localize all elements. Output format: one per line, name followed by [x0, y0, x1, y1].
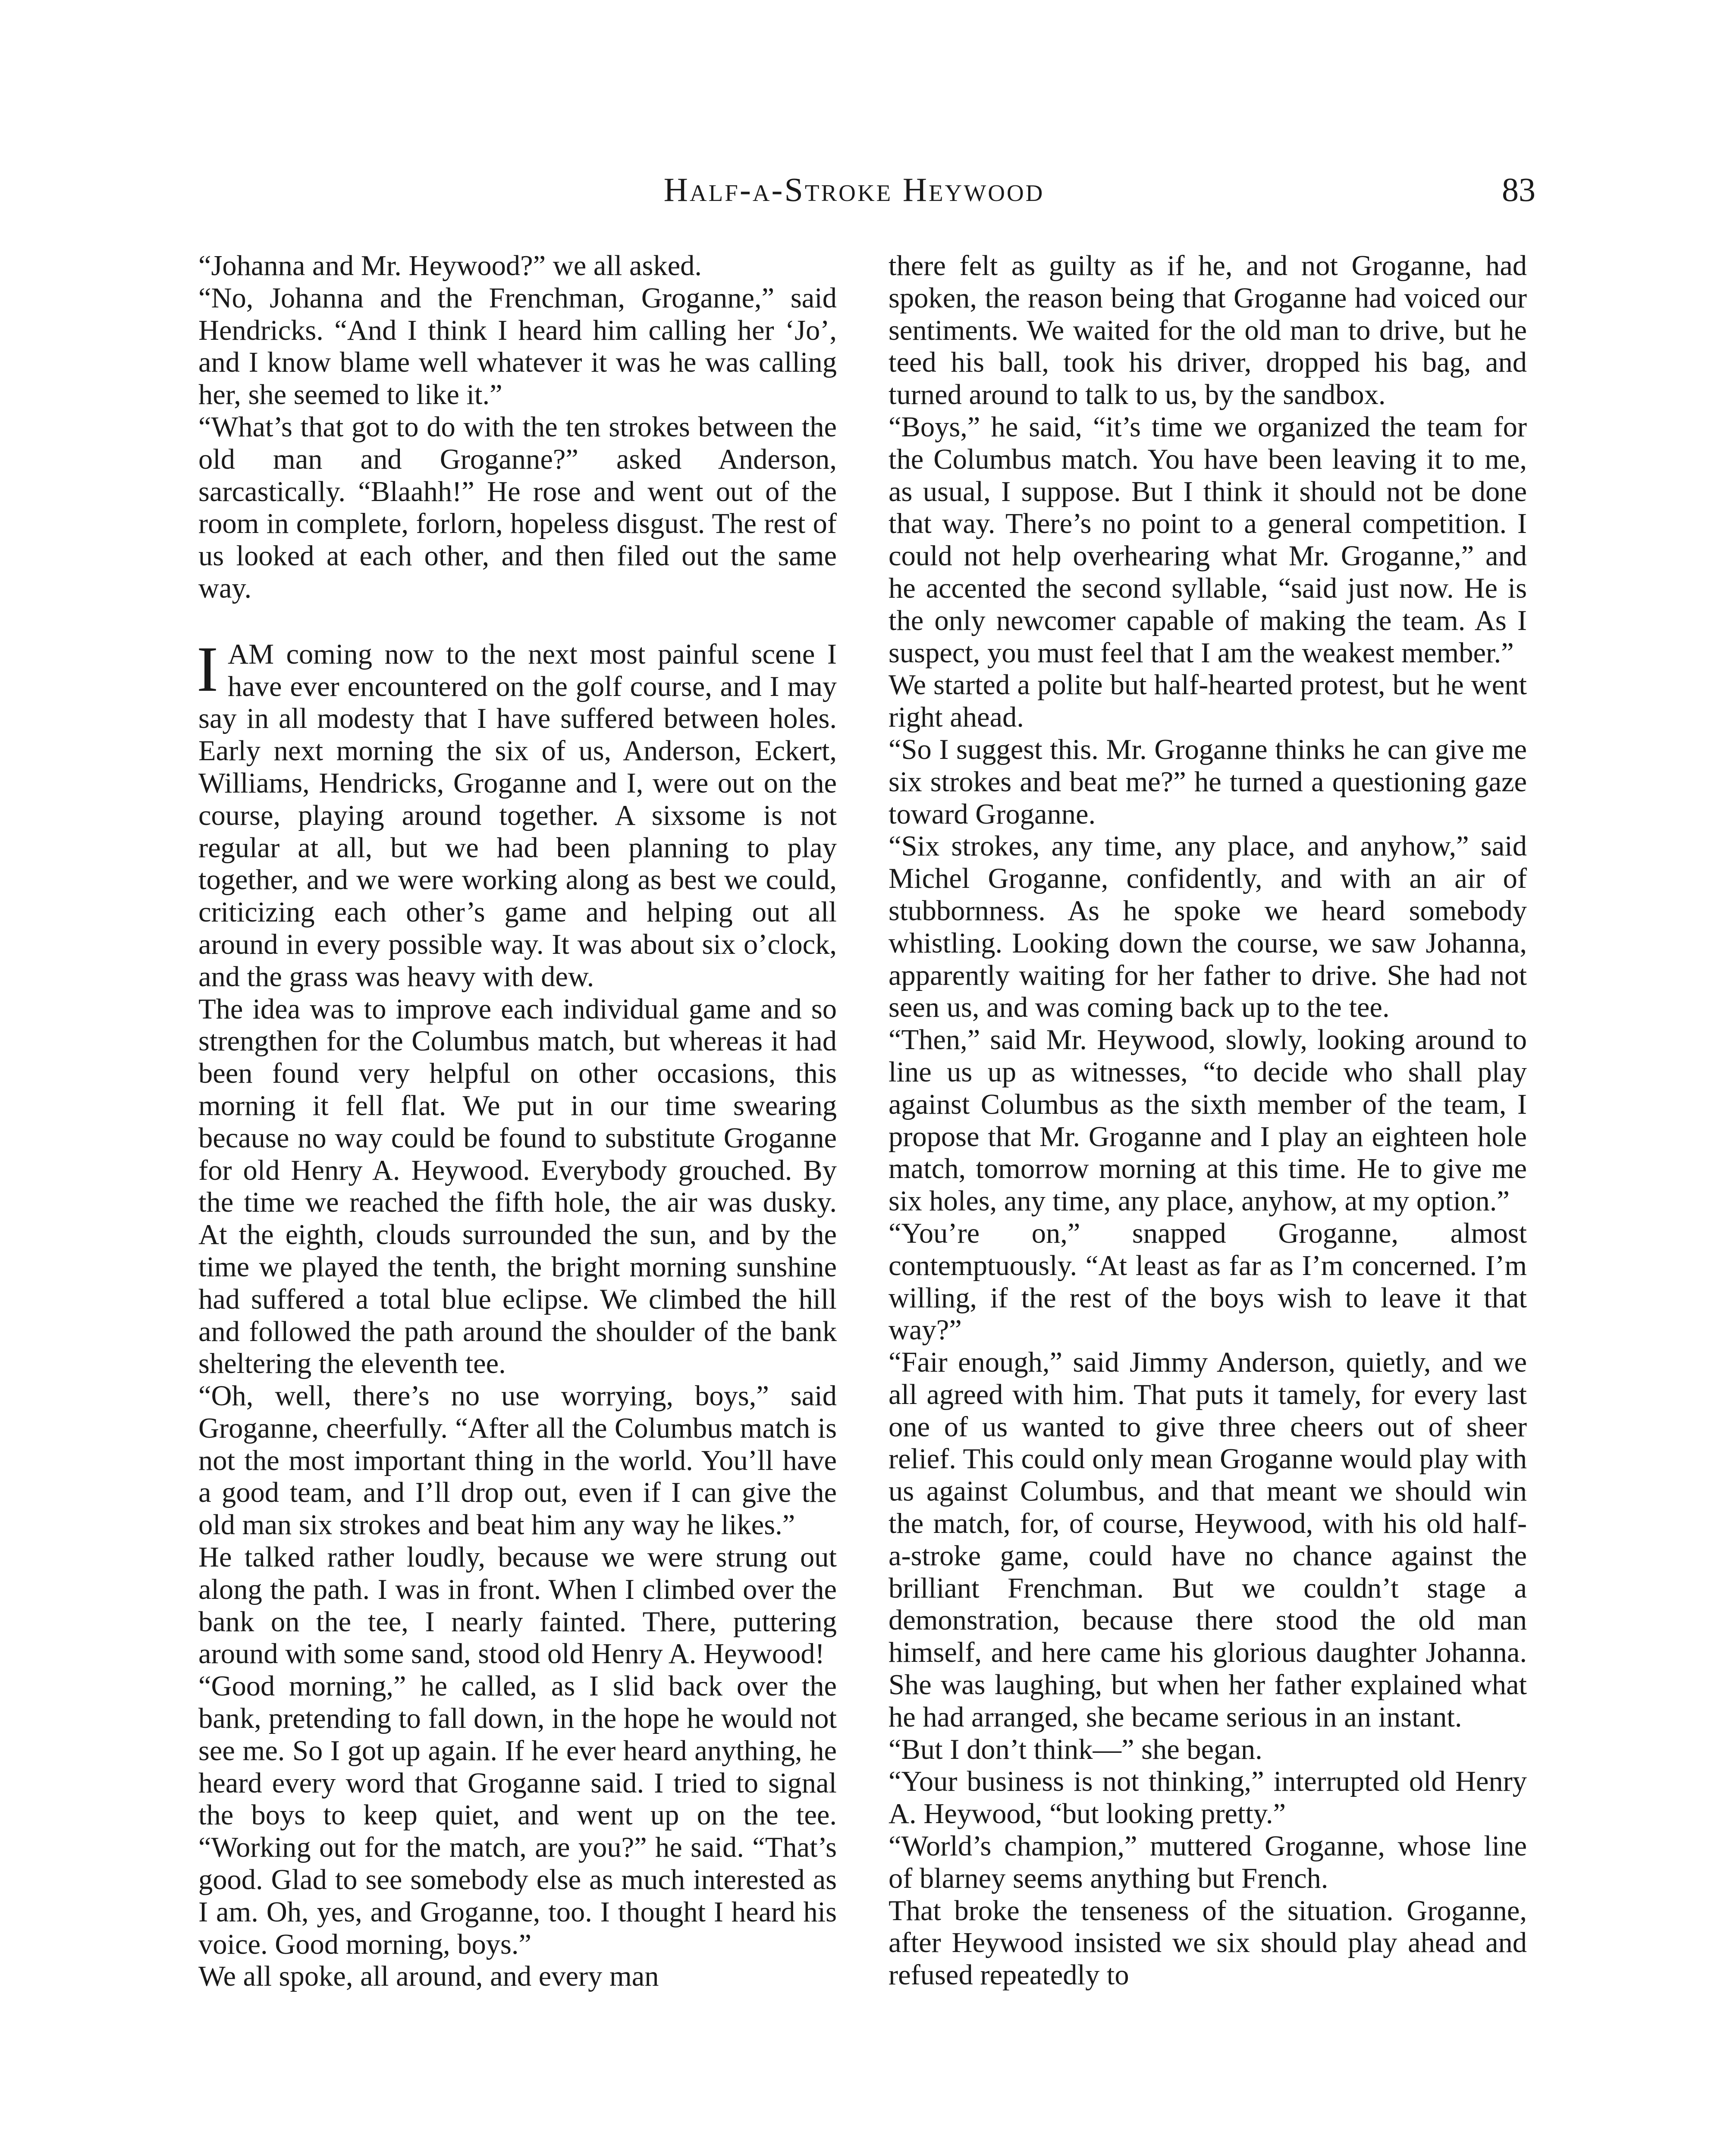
paragraph: “Oh, well, there’s no use worrying, boys,” said Groganne, cheerfully. “After all the Columbus match is not the most important thing in the world. You’ll have a good team, and I’ll drop out, even if I can give the old man six strokes and beat him any way he likes.” [198, 1380, 837, 1541]
section-break [198, 605, 837, 639]
paragraph: He talked rather loudly, because we were strung out along the path. I was in front. When I climbed over the bank on the tee, I nearly fainted. There, puttering around with some sand, stood old Henry A. Heywood! [198, 1542, 837, 1670]
paragraph: “Fair enough,” said Jimmy Anderson, quietly, and we all agreed with him. That puts it tamely, for every last one of us wanted to give three cheers out of sheer relief. This could only mean Groganne would play with us against Columbus, and that meant we should win the match, for, of course, Heywood, with his old half-a-stroke game, could have no chance against the brilliant Frenchman. But we couldn’t stage a demonstration, because there stood the old man himself, and here came his glorious daughter Johanna. She was laughing, but when her father explained what he had arranged, she became serious in an instant. [889, 1347, 1527, 1733]
paragraph: “What’s that got to do with the ten strokes between the old man and Groganne?” asked Anderson, sarcastically. “Blaahh!” He rose and went out of the room in complete, forlorn, hopeless disgust. The rest of us looked at each other, and then filed out the same way. [198, 411, 837, 604]
running-title: Half-a-Stroke Heywood [663, 171, 1045, 208]
paragraph: “Boys,” he said, “it’s time we organized the team for the Columbus match. You have been leaving it to me, as usual, I suppose. But I think it should not be done that way. There’s no point to a general competition. I could not help overhearing what Mr. Groganne,” and he accented the second syllable, “said just now. He is the only newcomer capable of making the team. As I suspect, you must feel that I am the weakest member.” [889, 411, 1527, 669]
section-opening-text: AM coming now to the next most painful scene I have ever encountered on the golf course, and I may say in all modesty that I have suffered between holes. Early next morning the six of us, Anderson, Eckert, Williams, Hendricks, Groganne and I, were out on the course, playing around together. A sixsome is not regular at all, but we had been planning to play together, and we were working along as best we could, criticizing each other’s game and helping out all around in every possible way. It was about six o’clock, and the grass was heavy with dew. [198, 638, 837, 993]
paragraph: “So I suggest this. Mr. Groganne thinks he can give me six strokes and beat me?” he turned a questioning gaze toward Groganne. [889, 733, 1527, 830]
right-column [889, 250, 1527, 1992]
paragraph: We started a polite but half-hearted protest, but he went right ahead. [889, 669, 1527, 733]
paragraph: “But I don’t think—” she began. [889, 1733, 1262, 1765]
paragraph: “Johanna and Mr. Heywood?” we all asked. [198, 250, 702, 282]
paragraph: The idea was to improve each individual game and so strengthen for the Columbus match, but whereas it had been found very helpful on other occasions, this morning it fell flat. We put in our time swearing because no way could be found to substitute Groganne for old Henry A. Heywood. Everybody grouched. By the time we reached the fifth hole, the air was dusky. At the eighth, clouds surrounded the sun, and by the time we played the tenth, the bright morning sunshine had suffered a total blue eclipse. We climbed the hill and followed the path around the shoulder of the bank sheltering the eleventh tee. [198, 993, 837, 1380]
paragraph: “Then,” said Mr. Heywood, slowly, looking around to line us up as witnesses, “to decide who shall play against Columbus as the sixth member of the team, I propose that Mr. Groganne and I play an eighteen hole match, tomorrow morning at this time. He to give me six holes, any time, any place, anyhow, at my option.” [889, 1024, 1527, 1217]
paragraph: That broke the tenseness of the situation. Groganne, after Heywood insisted we six should play ahead and refused repeatedly to [889, 1895, 1527, 1991]
paragraph: We all spoke, all around, and every man [198, 1961, 659, 1993]
paragraph: there felt as guilty as if he, and not Groganne, had spoken, the reason being that Groganne had voiced our sentiments. We waited for the old man to drive, but he teed his ball, took his driver, dropped his bag, and turned around to talk to us, by the sandbox. [889, 250, 1527, 411]
paragraph: “You’re on,” snapped Groganne, almost contemptuously. “At least as far as I’m concerned. I’m willing, if the rest of the boys wish to leave it that way?” [889, 1217, 1527, 1346]
left-column [198, 250, 837, 1993]
paragraph: “Good morning,” he called, as I slid back over the bank, pretending to fall down, in the hope he would not see me. So I got up again. If he ever heard anything, he heard every word that Groganne said. I tried to signal the boys to keep quiet, and went up on the tee. “Working out for the match, are you?” he said. “That’s good. Glad to see somebody else as much interested as I am. Oh, yes, and Groganne, too. I thought I heard his voice. Good morning, boys.” [198, 1670, 837, 1960]
paragraph: “World’s champion,” muttered Groganne, whose line of blarney seems anything but French. [889, 1830, 1527, 1894]
page-number: 83 [1502, 171, 1535, 208]
paragraph: “Your business is not thinking,” interrupted old Henry A. Heywood, “but looking pretty.” [889, 1766, 1527, 1830]
section-opening-paragraph [197, 633, 837, 993]
paragraph: “Six strokes, any time, any place, and anyhow,” said Michel Groganne, confidently, and with an air of stubbornness. As he spoke we heard somebody whistling. Looking down the course, we saw Johanna, apparently waiting for her father to drive. She had not seen us, and was coming back up to the tee. [889, 830, 1527, 1024]
running-head [0, 170, 1727, 218]
drop-cap: I [197, 633, 218, 705]
paragraph: “No, Johanna and the Frenchman, Groganne,” said Hendricks. “And I think I heard him calling her ‘Jo’, and I know blame well whatever it was he was calling her, she seemed to like it.” [198, 282, 837, 411]
